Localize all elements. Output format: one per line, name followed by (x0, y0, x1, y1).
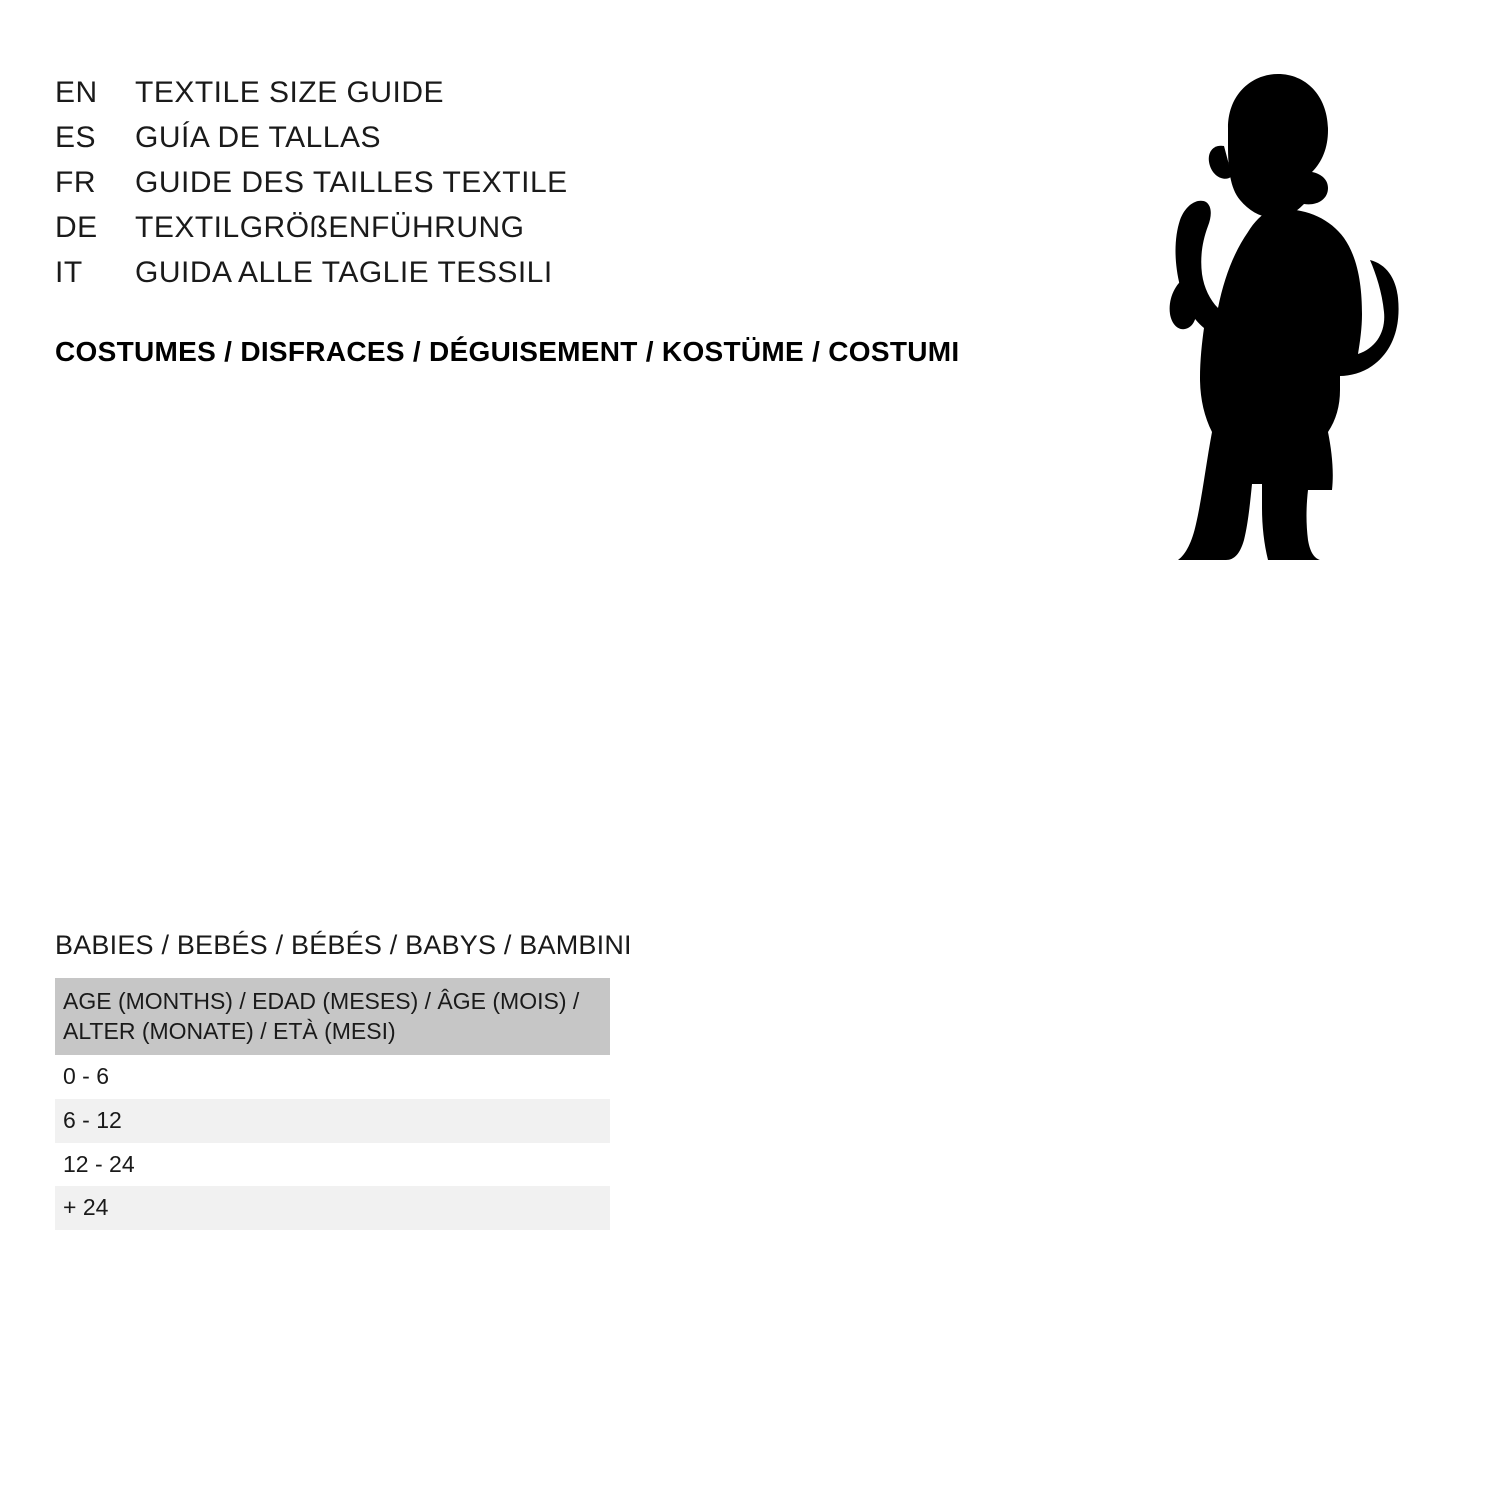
language-title: TEXTILE SIZE GUIDE (135, 76, 445, 109)
language-list (55, 76, 568, 301)
cell-age-range: 12 - 24 (55, 1143, 610, 1187)
toddler-silhouette-icon (1100, 60, 1440, 560)
language-title: GUIDA ALLE TAGLIE TESSILI (135, 256, 553, 289)
language-row (55, 256, 568, 301)
language-code: FR (55, 166, 96, 199)
table-row (55, 1099, 610, 1143)
table-row (55, 1186, 610, 1230)
language-row (55, 76, 568, 121)
language-title: GUÍA DE TALLAS (135, 121, 381, 154)
language-title: TEXTILGRÖßENFÜHRUNG (135, 211, 525, 244)
language-code: IT (55, 256, 83, 289)
size-table (55, 978, 610, 1230)
column-header-age: AGE (MONTHS) / EDAD (MESES) / ÂGE (MOIS) / ALTER (MONATE) / ETÀ (MESI) (55, 978, 610, 1055)
table-row (55, 1143, 610, 1187)
costume-categories-line: COSTUMES / DISFRACES / DÉGUISEMENT / KOSTÜME / COSTUMI (55, 336, 960, 367)
language-row (55, 166, 568, 211)
table-caption: BABIES / BEBÉS / BÉBÉS / BABYS / BAMBINI (55, 930, 632, 960)
language-code: DE (55, 211, 98, 244)
size-table-section (55, 930, 632, 1230)
language-code: ES (55, 121, 97, 154)
language-row (55, 211, 568, 256)
cell-age-range: 6 - 12 (55, 1099, 610, 1143)
table-row (55, 1055, 610, 1099)
language-row (55, 121, 568, 166)
language-code: EN (55, 76, 98, 109)
cell-age-range: 0 - 6 (55, 1055, 610, 1099)
language-title: GUIDE DES TAILLES TEXTILE (135, 166, 568, 199)
table-header-row (55, 978, 610, 1055)
cell-age-range: + 24 (55, 1186, 610, 1230)
